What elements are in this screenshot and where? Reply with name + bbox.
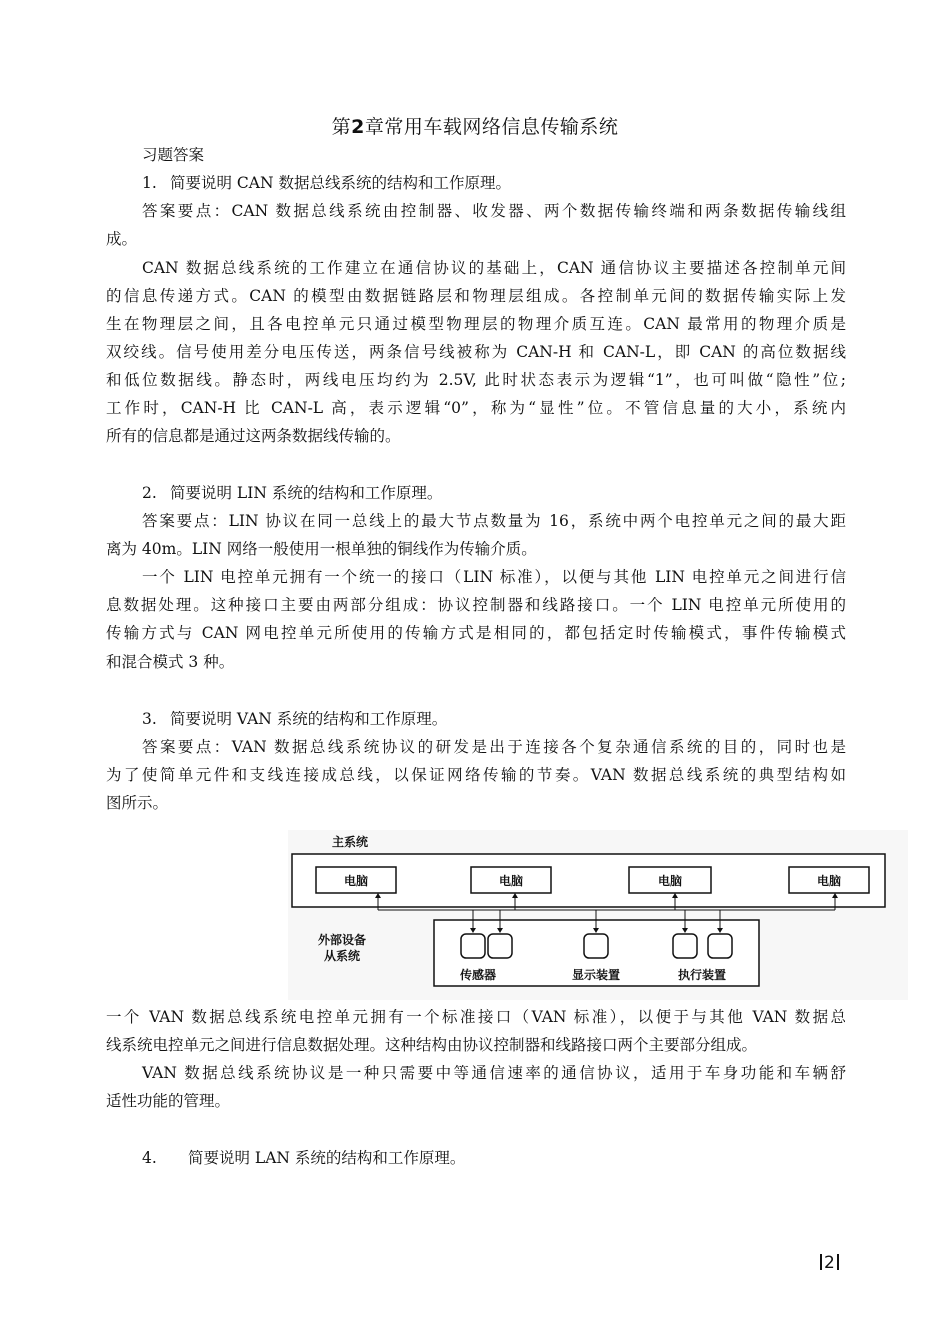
- q3-body-line: 适性功能的管理。: [106, 1092, 231, 1110]
- question-3-number: 3.: [142, 710, 157, 728]
- van-structure-diagram: [288, 830, 908, 1000]
- q1-answer-line: 答案要点：CAN 数据总线系统由控制器、收发器、两个数据传输终端和两条数据传输线组: [142, 202, 846, 220]
- q1-body-line: 生在物理层之间，且各电控单元只通过模型物理层的物理介质互连。CAN 最常用的物理介质是: [106, 315, 846, 333]
- q2-body-line: 和混合模式 3 种。: [106, 653, 235, 671]
- actuator-label: 执行装置: [677, 968, 727, 982]
- question-2-number: 2.: [142, 484, 157, 502]
- page-number-bar: [837, 1254, 839, 1270]
- question-2-text: 简要说明 LIN 系统的结构和工作原理。: [170, 484, 443, 502]
- question-1-number: 1.: [142, 174, 157, 192]
- question-3: [142, 709, 846, 729]
- main-system-label: 主系统: [332, 835, 369, 849]
- q1-body-line: 的信息传递方式。CAN 的模型由数据链路层和物理层组成。各控制单元间的数据传输实际上发: [106, 287, 846, 305]
- q3-body-line: 一个 VAN 数据总线系统电控单元拥有一个标准接口（VAN 标准），以便于与其他 VAN 数据总: [106, 1008, 846, 1026]
- title-number: 2: [351, 116, 365, 138]
- display-device: [584, 934, 608, 958]
- question-3-text: 简要说明 VAN 系统的结构和工作原理。: [170, 710, 448, 728]
- question-1-text: 简要说明 CAN 数据总线系统的结构和工作原理。: [170, 174, 511, 192]
- sensor-label: 传感器: [459, 968, 497, 982]
- display-label: 显示装置: [571, 968, 621, 982]
- subtitle: 习题答案: [142, 146, 205, 164]
- q3-body-line: 线系统电控单元之间进行信息数据处理。这种结构由协议控制器和线路接口两个主要部分组成。: [106, 1036, 758, 1054]
- actuator-device: [673, 934, 697, 958]
- question-4-text: 简要说明 LAN 系统的结构和工作原理。: [188, 1149, 466, 1167]
- chapter-title: [0, 112, 950, 139]
- computer-label: 电脑: [343, 874, 369, 888]
- q1-body-line: 双绞线。信号使用差分电压传送，两条信号线被称为 CAN-H 和 CAN-L，即 CAN 的高位数据线: [106, 343, 846, 361]
- question-2: [142, 483, 846, 503]
- slave-system-label: 从系统: [323, 949, 361, 963]
- q2-body-line: 息数据处理。这种接口主要由两部分组成：协议控制器和线路接口。一个 LIN 电控单元所使用的: [106, 596, 846, 614]
- question-1: [142, 173, 846, 193]
- sensor-device: [488, 934, 512, 958]
- page-number-bar: [820, 1254, 822, 1270]
- page-number: [818, 1253, 841, 1273]
- q1-body-line: 所有的信息都是通过这两条数据线传输的。: [106, 427, 401, 445]
- q3-body-line: VAN 数据总线系统协议是一种只需要中等通信速率的通信协议，适用于车身功能和车辆舒: [142, 1064, 846, 1082]
- sensor-device: [461, 934, 485, 958]
- q3-answer-line: 图所示。: [106, 794, 169, 812]
- q2-body-line: 一个 LIN 电控单元拥有一个统一的接口（LIN 标准），以便与其他 LIN 电控单元之间进行信: [142, 568, 846, 586]
- q2-answer-line: 离为 40m。LIN 网络一般使用一根单独的铜线作为传输介质。: [106, 540, 537, 558]
- page-number-value: 2: [824, 1253, 835, 1273]
- q1-answer-line: 成。: [106, 230, 138, 248]
- q2-answer-line: 答案要点：LIN 协议在同一总线上的最大节点数量为 16，系统中两个电控单元之间的最大距: [142, 512, 846, 530]
- q3-answer-line: 答案要点：VAN 数据总线系统协议的研发是出于连接各个复杂通信系统的目的，同时也是: [142, 738, 846, 756]
- q1-body-line: 工作时，CAN-H 比 CAN-L 高，表示逻辑“0”，称为“显性”位。不管信息量的大小，系统内: [106, 399, 846, 417]
- question-4: [142, 1148, 846, 1168]
- external-devices-label: 外部设备: [317, 933, 367, 947]
- computer-label: 电脑: [498, 874, 524, 888]
- actuator-device: [708, 934, 732, 958]
- q2-body-line: 传输方式与 CAN 网电控单元所使用的传输方式是相同的，都包括定时传输模式，事件传输模式: [106, 624, 846, 642]
- q1-body-line: 和低位数据线。静态时，两线电压均约为 2.5V, 此时状态表示为逻辑“1”，也可叫做“隐性”位;: [106, 371, 846, 389]
- title-suffix: 章常用车载网络信息传输系统: [364, 116, 619, 138]
- computer-label: 电脑: [657, 874, 683, 888]
- computer-label: 电脑: [816, 874, 842, 888]
- question-4-number: 4.: [142, 1149, 157, 1167]
- q1-body-line: CAN 数据总线系统的工作建立在通信协议的基础上，CAN 通信协议主要描述各控制单元间: [142, 259, 846, 277]
- title-prefix: 第: [331, 116, 352, 138]
- q3-answer-line: 为了使简单元件和支线连接成总线，以保证网络传输的节奏。VAN 数据总线系统的典型结构如: [106, 766, 846, 784]
